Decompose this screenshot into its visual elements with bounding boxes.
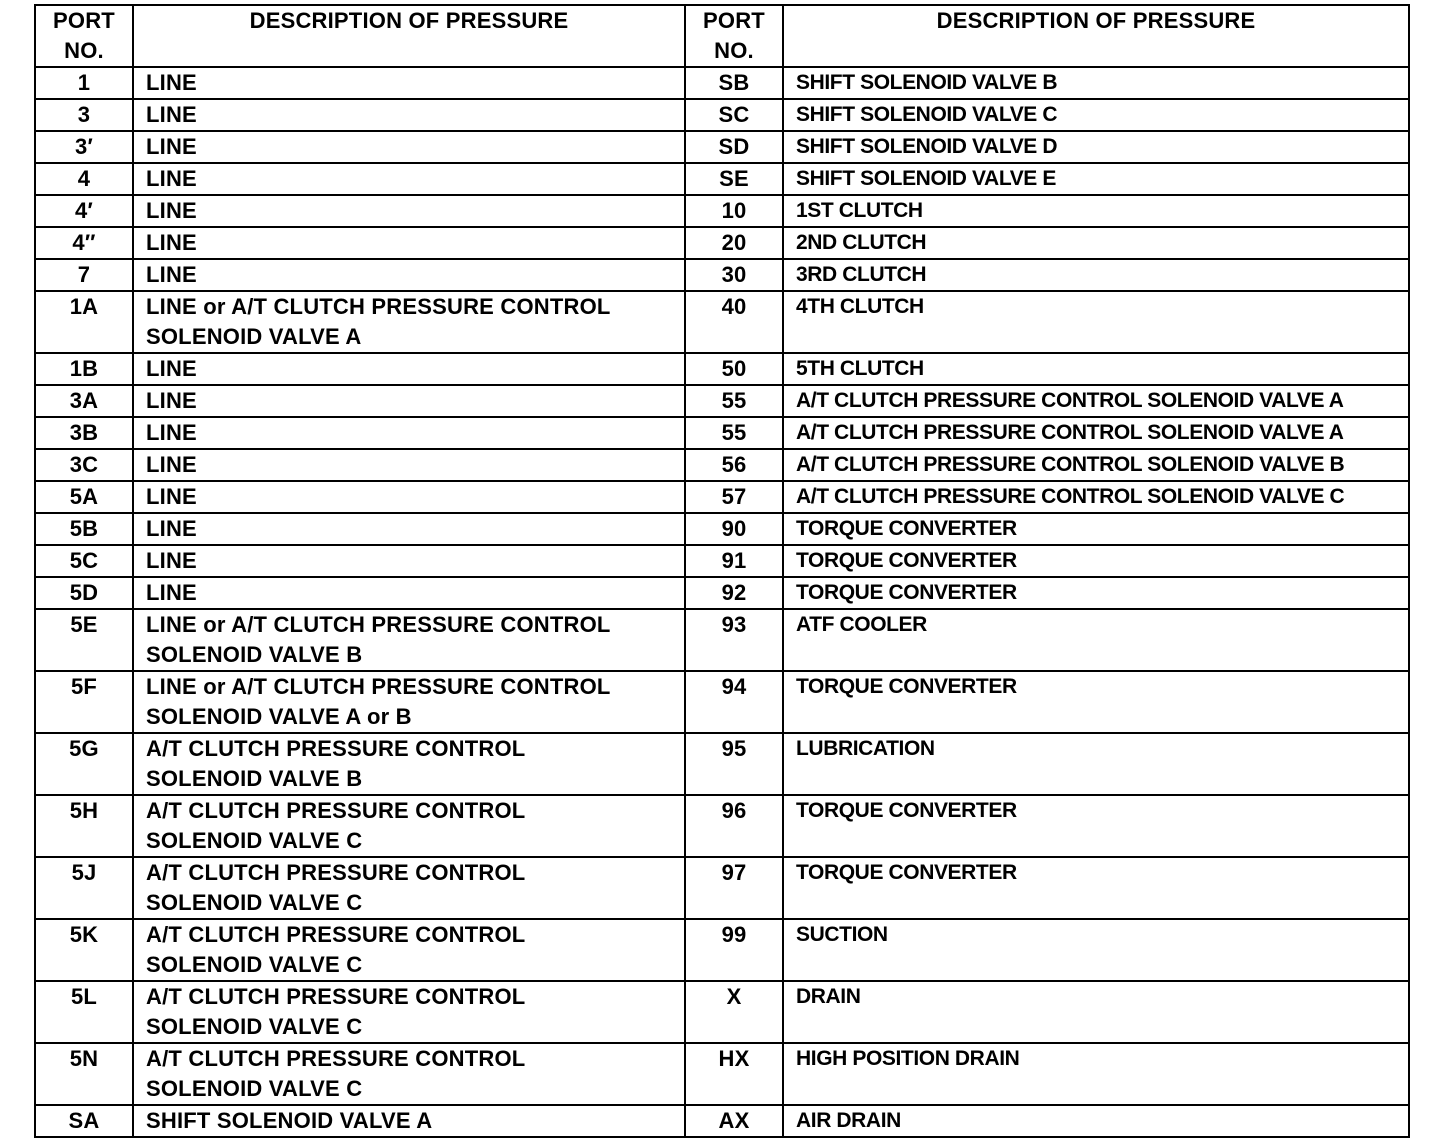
table-row [35,795,1409,857]
left-description-cell: LINE [133,227,685,259]
right-description-cell: TORQUE CONVERTER [783,577,1409,609]
left-description-header: DESCRIPTION OF PRESSURE [133,5,685,67]
left-description-cell: LINE [133,195,685,227]
left-port-cell: 5A [35,481,133,513]
right-port-cell: SB [685,67,783,99]
left-port-cell: 1A [35,291,133,353]
left-port-cell: 5H [35,795,133,857]
left-description-cell: SHIFT SOLENOID VALVE A [133,1105,685,1137]
left-port-no-header: PORT NO. [35,5,133,67]
right-description-cell: A/T CLUTCH PRESSURE CONTROL SOLENOID VALVE A [783,417,1409,449]
left-description-cell: LINE or A/T CLUTCH PRESSURE CONTROL SOLENOID VALVE A or B [133,671,685,733]
table-row [35,67,1409,99]
table-row [35,733,1409,795]
left-description-cell: LINE [133,545,685,577]
table-row [35,195,1409,227]
table-row [35,513,1409,545]
table-row [35,385,1409,417]
left-description-cell: LINE [133,131,685,163]
right-description-cell: 2ND CLUTCH [783,227,1409,259]
table-row [35,545,1409,577]
left-port-cell: 3B [35,417,133,449]
left-port-cell: SA [35,1105,133,1137]
table-row [35,227,1409,259]
left-port-cell: 5N [35,1043,133,1105]
right-port-cell: 57 [685,481,783,513]
right-port-cell: 97 [685,857,783,919]
port-pressure-table [34,4,1410,1138]
left-description-cell: LINE [133,259,685,291]
right-description-cell: 3RD CLUTCH [783,259,1409,291]
right-port-cell: AX [685,1105,783,1137]
left-port-cell: 5C [35,545,133,577]
table-body [35,67,1409,1137]
right-port-cell: SD [685,131,783,163]
left-description-cell: LINE [133,577,685,609]
right-description-cell: LUBRICATION [783,733,1409,795]
right-description-cell: A/T CLUTCH PRESSURE CONTROL SOLENOID VALVE A [783,385,1409,417]
right-port-cell: 96 [685,795,783,857]
left-port-cell: 5K [35,919,133,981]
left-description-cell: A/T CLUTCH PRESSURE CONTROL SOLENOID VALVE C [133,795,685,857]
right-port-cell: SC [685,99,783,131]
table-row [35,981,1409,1043]
right-description-cell: SUCTION [783,919,1409,981]
left-port-cell: 3 [35,99,133,131]
left-description-cell: A/T CLUTCH PRESSURE CONTROL SOLENOID VALVE C [133,1043,685,1105]
right-description-cell: SHIFT SOLENOID VALVE B [783,67,1409,99]
right-port-no-header: PORT NO. [685,5,783,67]
table-row [35,1105,1409,1137]
left-port-cell: 4″ [35,227,133,259]
table-row [35,481,1409,513]
left-description-cell: A/T CLUTCH PRESSURE CONTROL SOLENOID VALVE C [133,919,685,981]
table-row [35,857,1409,919]
left-port-cell: 5G [35,733,133,795]
right-port-cell: 50 [685,353,783,385]
left-description-cell: LINE [133,449,685,481]
left-port-cell: 5B [35,513,133,545]
table-row [35,163,1409,195]
right-description-cell: A/T CLUTCH PRESSURE CONTROL SOLENOID VALVE C [783,481,1409,513]
left-description-cell: LINE or A/T CLUTCH PRESSURE CONTROL SOLENOID VALVE B [133,609,685,671]
right-description-cell: 1ST CLUTCH [783,195,1409,227]
right-port-cell: 95 [685,733,783,795]
left-description-cell: LINE [133,417,685,449]
left-port-cell: 5J [35,857,133,919]
table-row [35,99,1409,131]
right-description-cell: SHIFT SOLENOID VALVE C [783,99,1409,131]
left-port-cell: 4′ [35,195,133,227]
right-port-cell: 20 [685,227,783,259]
table-row [35,291,1409,353]
left-port-cell: 5E [35,609,133,671]
right-description-cell: SHIFT SOLENOID VALVE E [783,163,1409,195]
right-description-cell: SHIFT SOLENOID VALVE D [783,131,1409,163]
left-port-cell: 5F [35,671,133,733]
left-description-cell: LINE or A/T CLUTCH PRESSURE CONTROL SOLENOID VALVE A [133,291,685,353]
table-row [35,131,1409,163]
right-port-cell: 93 [685,609,783,671]
left-description-cell: LINE [133,353,685,385]
right-description-cell: ATF COOLER [783,609,1409,671]
table-row [35,449,1409,481]
left-port-cell: 4 [35,163,133,195]
left-port-cell: 3′ [35,131,133,163]
right-port-cell: 94 [685,671,783,733]
left-port-cell: 5L [35,981,133,1043]
right-port-cell: 90 [685,513,783,545]
right-port-cell: 99 [685,919,783,981]
left-port-cell: 1B [35,353,133,385]
right-description-cell: AIR DRAIN [783,1105,1409,1137]
left-description-cell: LINE [133,163,685,195]
left-port-cell: 3A [35,385,133,417]
right-port-cell: 91 [685,545,783,577]
right-description-cell: TORQUE CONVERTER [783,671,1409,733]
table-row [35,417,1409,449]
left-description-cell: A/T CLUTCH PRESSURE CONTROL SOLENOID VALVE B [133,733,685,795]
left-description-cell: LINE [133,99,685,131]
right-port-cell: 55 [685,417,783,449]
left-description-cell: LINE [133,67,685,99]
left-port-cell: 5D [35,577,133,609]
right-description-cell: TORQUE CONVERTER [783,545,1409,577]
right-port-cell: 55 [685,385,783,417]
right-port-cell: HX [685,1043,783,1105]
right-description-cell: TORQUE CONVERTER [783,795,1409,857]
table-row [35,577,1409,609]
table-row [35,353,1409,385]
right-port-cell: 56 [685,449,783,481]
left-description-cell: LINE [133,481,685,513]
left-description-cell: A/T CLUTCH PRESSURE CONTROL SOLENOID VALVE C [133,857,685,919]
right-port-cell: 30 [685,259,783,291]
table-row [35,609,1409,671]
left-description-cell: LINE [133,513,685,545]
left-description-cell: A/T CLUTCH PRESSURE CONTROL SOLENOID VALVE C [133,981,685,1043]
left-port-cell: 1 [35,67,133,99]
right-port-cell: SE [685,163,783,195]
left-port-cell: 3C [35,449,133,481]
right-port-cell: 10 [685,195,783,227]
table-row [35,1043,1409,1105]
right-description-cell: HIGH POSITION DRAIN [783,1043,1409,1105]
table-row [35,671,1409,733]
right-description-header: DESCRIPTION OF PRESSURE [783,5,1409,67]
right-description-cell: DRAIN [783,981,1409,1043]
right-description-cell: A/T CLUTCH PRESSURE CONTROL SOLENOID VALVE B [783,449,1409,481]
right-port-cell: 92 [685,577,783,609]
right-description-cell: 5TH CLUTCH [783,353,1409,385]
left-description-cell: LINE [133,385,685,417]
table-header-row [35,5,1409,67]
right-description-cell: 4TH CLUTCH [783,291,1409,353]
right-description-cell: TORQUE CONVERTER [783,857,1409,919]
left-port-cell: 7 [35,259,133,291]
right-description-cell: TORQUE CONVERTER [783,513,1409,545]
right-port-cell: X [685,981,783,1043]
right-port-cell: 40 [685,291,783,353]
table-row [35,919,1409,981]
table-row [35,259,1409,291]
